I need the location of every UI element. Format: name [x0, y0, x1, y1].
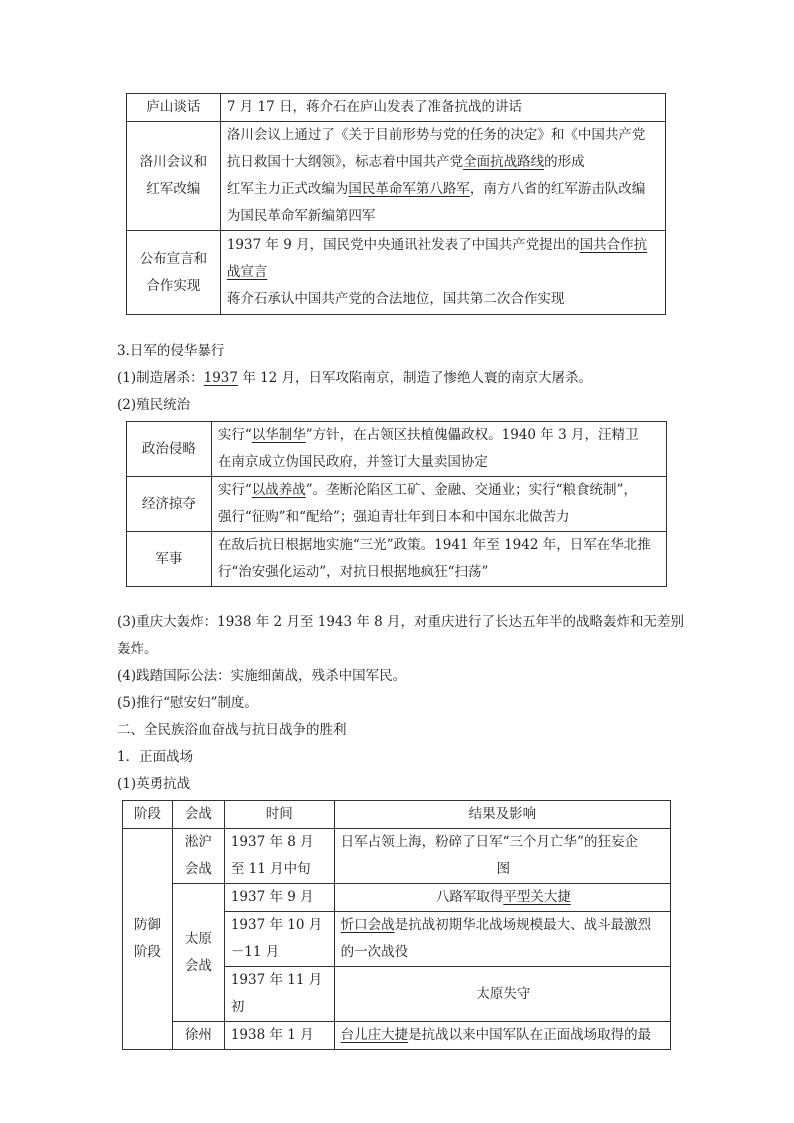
column-header: 会战	[172, 801, 224, 829]
time-cell: 1937 年 10 月 －11 月	[224, 912, 334, 967]
time-cell: 1938 年 1 月	[224, 1022, 334, 1050]
result-cell: 台儿庄大捷是抗战以来中国军队在正面战场取得的最	[334, 1022, 670, 1050]
paragraph: (5)推行“慰安妇”制度。	[117, 695, 258, 711]
time-cell: 1937 年 9 月	[224, 884, 334, 912]
table-row	[127, 532, 667, 587]
table-united-front	[126, 93, 666, 315]
stage-cell: 防御 阶段	[123, 829, 173, 1050]
table-row	[127, 94, 666, 122]
battle-cell: 淞沪 会战	[172, 829, 224, 884]
table-row	[123, 884, 671, 912]
battle-cell: 徐州	[172, 1022, 224, 1050]
time-cell: 1937 年 11 月初	[224, 967, 334, 1022]
paragraph: (3)重庆大轰炸：1938 年 2 月至 1943 年 8 月，对重庆进行了长达五年半的战略轰炸和无差别	[117, 614, 685, 630]
subsection-heading: 1．正面战场	[117, 749, 194, 765]
section-heading: 二、全民族浴血奋战与抗日战争的胜利	[117, 722, 347, 738]
row-label: 政治侵略	[127, 422, 212, 477]
table-row	[123, 829, 671, 884]
row-label: 公布宣言和 合作实现	[127, 231, 221, 315]
row-label: 洛川会议和 红军改编	[127, 122, 221, 231]
row-label: 军事	[127, 532, 212, 587]
table-row	[127, 122, 666, 231]
result-cell: 忻口会战是抗战初期华北战场规模最大、战斗最激烈 的一次战役	[334, 912, 670, 967]
result-cell: 八路军取得平型关大捷	[334, 884, 670, 912]
row-content: 1937 年 9 月，国民党中央通讯社发表了中国共产党提出的国共合作抗 战宣言 蒋介石承认中国共产党的合法地位，国共第二次合作实现	[220, 231, 665, 315]
row-content: 7 月 17 日，蒋介石在庐山发表了准备抗战的讲话	[220, 94, 665, 122]
result-cell: 日军占领上海，粉碎了日军“三个月亡华”的狂妄企 图	[334, 829, 670, 884]
row-content: 实行“以战养战”。垄断沦陷区工矿、金融、交通业；实行“粮食统制”， 强行“征购”和“配给”；强迫青壮年到日本和中国东北做苦力	[211, 477, 666, 532]
row-content: 在敌后抗日根据地实施“三光”政策。1941 年至 1942 年，日军在华北推 行“治安强化运动”，对抗日根据地疯狂“扫荡”	[211, 532, 666, 587]
table-frontal-battlefield	[122, 800, 671, 1050]
subsection-heading: (1)英勇抗战	[117, 776, 191, 792]
paragraph: (2)殖民统治	[117, 397, 191, 413]
paragraph: 轰炸。	[117, 641, 158, 657]
column-header: 时间	[224, 801, 334, 829]
table-row	[127, 422, 667, 477]
table-row	[123, 1022, 671, 1050]
paragraph: (1)制造屠杀：1937 年 12 月，日军攻陷南京，制造了惨绝人寰的南京大屠杀。	[117, 370, 593, 386]
column-header: 结果及影响	[334, 801, 670, 829]
column-header: 阶段	[123, 801, 173, 829]
table-row	[127, 231, 666, 315]
row-label: 庐山谈话	[127, 94, 221, 122]
time-cell: 1937 年 8 月 至 11 月中旬	[224, 829, 334, 884]
paragraph: (4)践踏国际公法：实施细菌战，残杀中国军民。	[117, 668, 407, 684]
table-header-row	[123, 801, 671, 829]
table-row	[127, 477, 667, 532]
row-label: 经济掠夺	[127, 477, 212, 532]
section-heading: 3.日军的侵华暴行	[117, 343, 225, 359]
row-content: 实行“以华制华”方针，在占领区扶植傀儡政权。1940 年 3 月，汪精卫 在南京成立伪国民政府，并签订大量卖国协定	[211, 422, 666, 477]
result-cell: 太原失守	[334, 967, 670, 1022]
battle-cell: 太原 会战	[172, 884, 224, 1022]
row-content: 洛川会议上通过了《关于目前形势与党的任务的决定》和《中国共产党 抗日救国十大纲领》，标志着中国共产党全面抗战路线的形成 红军主力正式改编为国民革命军第八路军，南方八省的红军游击队改编 为国民革命军新编第四军	[220, 122, 665, 231]
table-colonial-rule	[126, 421, 667, 587]
